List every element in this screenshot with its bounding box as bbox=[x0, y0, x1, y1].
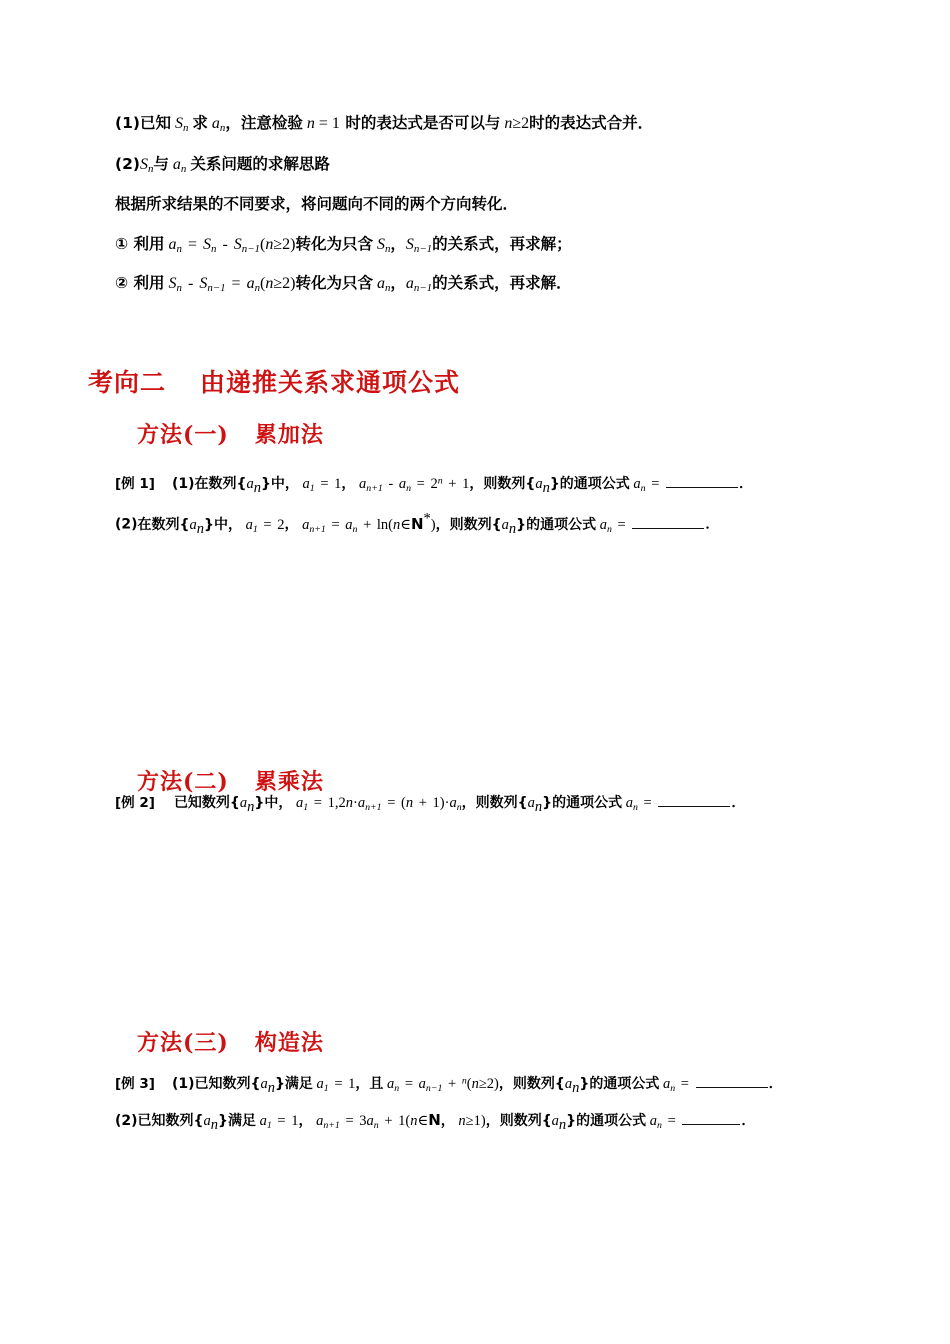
ex3-l1-text-2: ，则数列$\{a_n\}$的通项公式 bbox=[498, 1076, 660, 1097]
method-1-title: 累加法 bbox=[254, 422, 324, 448]
note-1-text-4: 时的表达式是否可以与 bbox=[345, 114, 501, 132]
method-2-label: 方法(二) bbox=[137, 769, 229, 795]
ex1-l1-eq-1: $a_1 = 1$ bbox=[302, 476, 342, 494]
ex3-l2-eq-1: $a_1 = 1$ bbox=[259, 1113, 299, 1131]
example-3-line-2 bbox=[115, 1110, 755, 1134]
section-title: 由递推关系求通项公式 bbox=[200, 368, 461, 397]
ex3-l1-eq-1: $a_1 = 1$ bbox=[316, 1076, 356, 1094]
note-1-math-sn: $S_n$ bbox=[174, 115, 189, 135]
ex1-l2-answer-blank[interactable] bbox=[632, 516, 704, 528]
ex3-l1-cond: ≥2) bbox=[478, 1076, 499, 1092]
note-line-3: 根据所求结果的不同要求，将问题向不同的两个方向转化． bbox=[115, 195, 519, 213]
ex1-l1-period: ． bbox=[739, 476, 754, 492]
note-1-math-rel: ≥2 bbox=[512, 115, 530, 132]
ex3-l2-comma-2: ， bbox=[440, 1113, 455, 1129]
note-5-formula: $S_n - S_{n-1} = a_n(n$ bbox=[168, 275, 274, 295]
ex3-l2-cond: n≥1) bbox=[458, 1113, 486, 1129]
note-1-text-5: 时的表达式合并． bbox=[529, 114, 654, 132]
ex3-l2-comma-1: ， bbox=[298, 1113, 313, 1129]
ex2-l1-eq-1: $a_1 = 1,2n\cdot a_{n+1} = (n + 1)\cdot a_n$ bbox=[296, 795, 462, 813]
ex2-l1-answer-blank[interactable] bbox=[658, 795, 730, 807]
example-1-line-2 bbox=[115, 510, 719, 538]
note-4-comma: ， bbox=[390, 235, 406, 253]
ex3-l1-text-1: 已知数列$\{a_n\}$满足 bbox=[194, 1076, 313, 1097]
ex1-l2-comma-1: ， bbox=[284, 516, 299, 533]
note-line-1 bbox=[115, 111, 653, 134]
example-1-line-1 bbox=[115, 472, 753, 497]
note-2-math-an: $a_n$ bbox=[172, 156, 187, 176]
example-3-line-1 bbox=[115, 1072, 783, 1097]
note-2-math-sn: $S_n$ bbox=[139, 156, 154, 176]
section-heading bbox=[88, 363, 460, 399]
ex1-l1-text-2: ，则数列$\{a_n\}$的通项公式 bbox=[469, 476, 630, 497]
method-heading-3 bbox=[137, 1026, 324, 1057]
note-5-text-3: 的关系式，再求解． bbox=[432, 274, 572, 292]
ex1-l2-period: ． bbox=[705, 516, 720, 533]
example-2-line-1 bbox=[115, 791, 745, 816]
note-1-math-eq: = 1 bbox=[318, 115, 340, 132]
ex1-l2-answer-var: $a_n$ = bbox=[599, 516, 626, 535]
method-2-title: 累乘法 bbox=[254, 769, 324, 795]
ex3-l2-period: ． bbox=[741, 1113, 756, 1129]
ex2-l1-text-2: ，则数列$\{a_n\}$的通项公式 bbox=[461, 795, 623, 816]
example-1-tag: [例 1] bbox=[115, 476, 155, 492]
note-5-text-1: 利用 bbox=[133, 274, 165, 292]
ex3-l1-answer-blank[interactable] bbox=[696, 1076, 768, 1088]
note-2-text-2: 关系问题的求解思路 bbox=[190, 155, 330, 173]
ex3-l1-and: ，且 bbox=[355, 1076, 384, 1092]
note-4-text-1: 利用 bbox=[133, 235, 165, 253]
ex3-l1-period: ． bbox=[768, 1076, 783, 1092]
ex3-l2-text-2: ，则数列$\{a_n\}$的通项公式 bbox=[485, 1113, 647, 1134]
note-line-2 bbox=[115, 152, 330, 175]
note-1-text-2: 求 bbox=[192, 114, 208, 132]
note-5-text-2: 转化为只含 bbox=[295, 274, 373, 292]
note-line-4 bbox=[115, 232, 572, 255]
note-5-comma: ， bbox=[390, 274, 406, 292]
note-line-5 bbox=[115, 271, 572, 294]
ex1-l2-text-1: 在数列$\{a_n\}$中， bbox=[137, 516, 242, 537]
note-4-vars-2: $S_{n-1}$ bbox=[405, 236, 433, 256]
ex1-l1-answer-var: $a_n$ = bbox=[633, 476, 660, 494]
ex1-l1-comma-1: ， bbox=[341, 476, 356, 492]
note-4-vars: $S_n$ bbox=[376, 236, 391, 256]
method-heading-1 bbox=[137, 418, 324, 449]
note-5-cond: ≥2) bbox=[273, 275, 296, 292]
note-2-prefix: (2) bbox=[115, 155, 140, 173]
ex1-l2-prefix: (2) bbox=[115, 516, 138, 533]
note-1-math-an: $a_n$ bbox=[211, 115, 226, 135]
note-4-cond: ≥2) bbox=[273, 236, 296, 253]
ex1-l2-text-2: ，则数列$\{a_n\}$的通项公式 bbox=[435, 516, 597, 537]
ex3-l1-eq-2: $a_n = a_{n-1} + ^n(n$ bbox=[387, 1075, 479, 1094]
note-5-vars-2: $a_{n-1}$ bbox=[405, 275, 433, 295]
ex1-l1-text-1: 在数列$\{a_n\}$中， bbox=[194, 476, 299, 497]
note-1-math-n: n bbox=[306, 115, 315, 132]
ex1-l2-eq-1: $a_1 = 2$ bbox=[245, 516, 285, 535]
ex3-l2-text-1: 已知数列$\{a_n\}$满足 bbox=[137, 1113, 256, 1134]
note-1-text-3: ，注意检验 bbox=[225, 114, 303, 132]
ex1-l2-eq-2: $a_{n+1} = a_n$ + ln(n∈N*) bbox=[302, 510, 436, 535]
ex2-l1-text-1: 已知数列$\{a_n\}$中， bbox=[173, 795, 293, 816]
circled-two-marker: ② bbox=[115, 274, 129, 292]
ex1-l1-eq-2: $a_{n+1} - a_n = 2^n + 1$ bbox=[359, 475, 470, 494]
note-2-text-1: 与 bbox=[153, 155, 169, 173]
ex3-l1-prefix: (1) bbox=[171, 1076, 195, 1092]
ex3-l1-answer-var: $a_n$ = bbox=[662, 1076, 689, 1094]
note-1-text-1: 已知 bbox=[139, 114, 171, 132]
note-1-math-n2: n bbox=[504, 115, 513, 132]
example-3-tag: [例 3] bbox=[115, 1076, 155, 1092]
ex3-l2-prefix: (2) bbox=[115, 1113, 138, 1129]
ex1-l1-prefix: (1) bbox=[171, 476, 195, 492]
method-3-label: 方法(三) bbox=[137, 1030, 229, 1056]
note-1-prefix: (1) bbox=[115, 114, 140, 132]
ex2-l1-period: ． bbox=[731, 795, 746, 811]
ex1-l1-answer-blank[interactable] bbox=[666, 476, 738, 488]
ex2-l1-answer-var: $a_n$ = bbox=[625, 795, 652, 813]
method-1-label: 方法(一) bbox=[137, 422, 229, 448]
note-4-text-2: 转化为只含 bbox=[295, 235, 373, 253]
ex3-l2-eq-2: $a_{n+1} = 3a_n$ + 1(n∈N bbox=[316, 1111, 441, 1131]
ex3-l2-answer-blank[interactable] bbox=[682, 1113, 740, 1125]
note-4-formula: $a_n = S_n - S_{n-1}(n$ bbox=[168, 236, 274, 256]
example-2-tag: [例 2] bbox=[115, 795, 155, 811]
circled-one-marker: ① bbox=[115, 235, 129, 253]
note-5-vars: $a_n$ bbox=[376, 275, 391, 295]
note-4-text-3: 的关系式，再求解； bbox=[432, 235, 572, 253]
section-label: 考向二 bbox=[88, 368, 167, 397]
method-3-title: 构造法 bbox=[254, 1030, 324, 1056]
ex3-l2-answer-var: $a_n$ = bbox=[649, 1113, 676, 1131]
